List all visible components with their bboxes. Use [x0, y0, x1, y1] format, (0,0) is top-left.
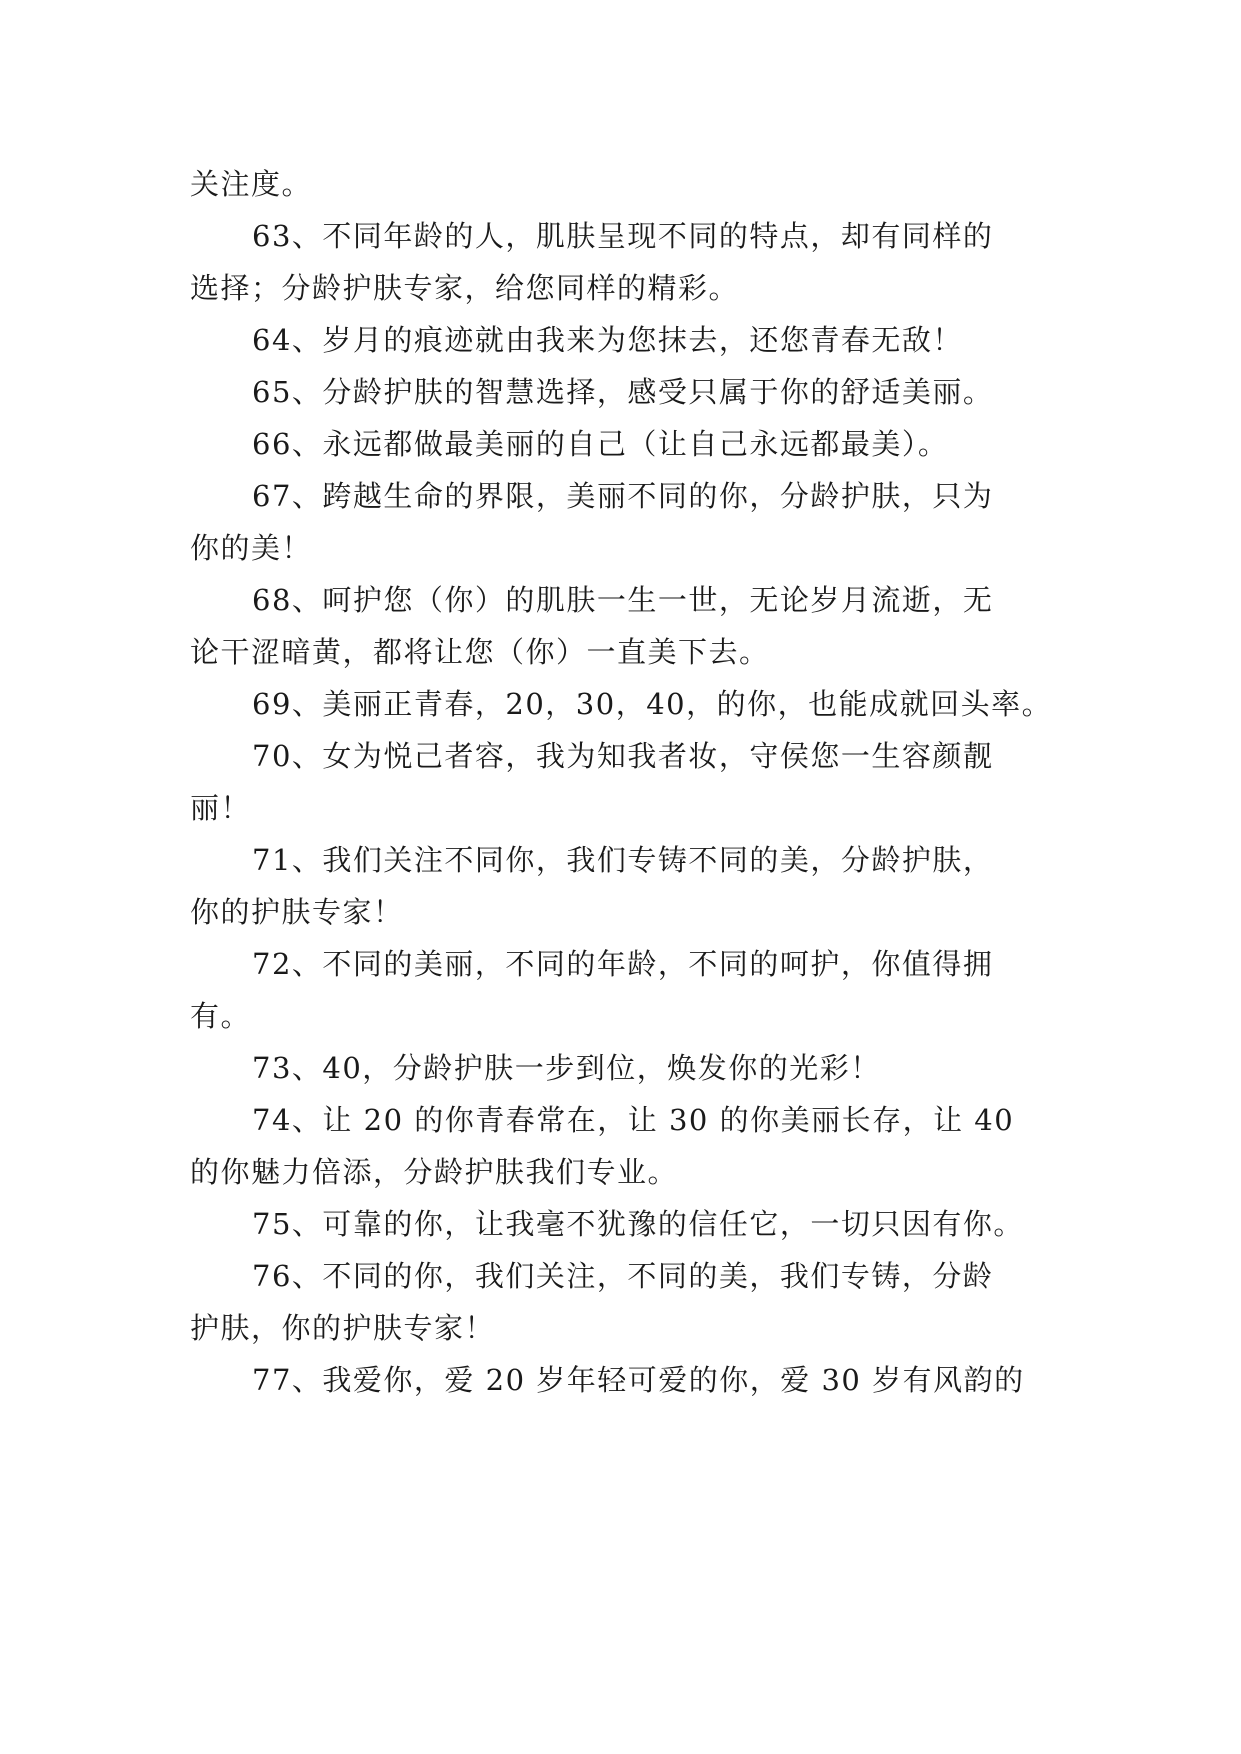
text-line: 有。 — [190, 999, 252, 1033]
text-line: 关注度。 — [190, 167, 313, 201]
text-line: 68、呵护您（你）的肌肤一生一世，无论岁月流逝，无 — [252, 583, 994, 617]
text-line: 75、可靠的你，让我毫不犹豫的信任它，一切只因有你。 — [252, 1207, 1024, 1241]
text-line: 你的美！ — [190, 531, 313, 565]
text-line: 65、分龄护肤的智慧选择，感受只属于你的舒适美丽。 — [252, 375, 994, 409]
text-line: 72、不同的美丽，不同的年龄，不同的呵护，你值得拥 — [252, 947, 994, 981]
text-line: 71、我们关注不同你，我们专铸不同的美，分龄护肤， — [252, 843, 994, 877]
text-line: 丽！ — [190, 791, 252, 825]
text-line: 选择；分龄护肤专家，给您同样的精彩。 — [190, 271, 740, 305]
text-line: 77、我爱你，爱 20 岁年轻可爱的你，爱 30 岁有风韵的 — [252, 1363, 1025, 1397]
text-line: 你的护肤专家！ — [190, 895, 404, 929]
text-line: 73、40，分龄护肤一步到位，焕发你的光彩！ — [252, 1051, 881, 1085]
text-line: 护肤，你的护肤专家！ — [190, 1311, 496, 1345]
text-line: 69、美丽正青春，20，30，40，的你，也能成就回头率。 — [252, 687, 1053, 721]
text-line: 67、跨越生命的界限，美丽不同的你，分龄护肤，只为 — [252, 479, 994, 513]
text-line: 66、永远都做最美丽的自己（让自己永远都最美）。 — [252, 427, 949, 461]
text-line: 70、女为悦己者容，我为知我者妆，守侯您一生容颜靓 — [252, 739, 994, 773]
text-line: 74、让 20 的你青春常在，让 30 的你美丽长存，让 40 — [252, 1103, 1015, 1137]
text-line: 的你魅力倍添，分龄护肤我们专业。 — [190, 1155, 679, 1189]
text-line: 76、不同的你，我们关注，不同的美，我们专铸，分龄 — [252, 1259, 994, 1293]
text-line: 64、岁月的痕迹就由我来为您抹去，还您青春无敌！ — [252, 323, 963, 357]
text-line: 论干涩暗黄，都将让您（你）一直美下去。 — [190, 635, 770, 669]
text-line: 63、不同年龄的人，肌肤呈现不同的特点，却有同样的 — [252, 219, 994, 253]
